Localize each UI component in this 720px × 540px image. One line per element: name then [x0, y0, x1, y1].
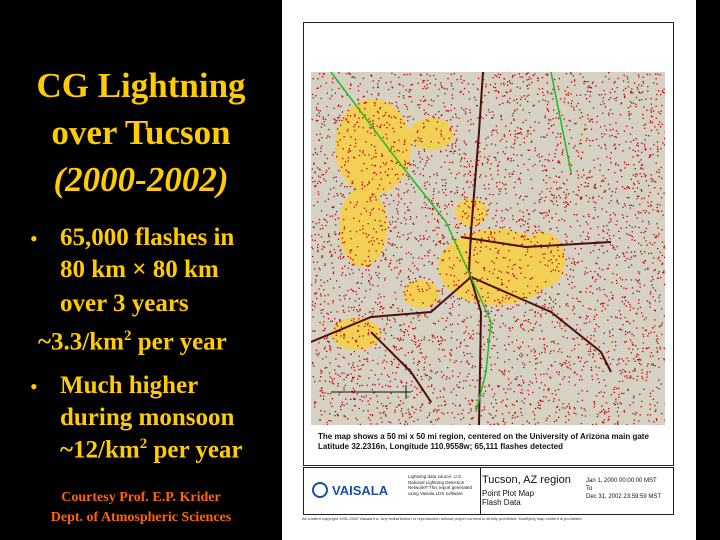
- caption-line2: Latitude 32.2316n, Longitude 110.9558w; 65,111 flashes detected: [318, 442, 563, 451]
- copyright-notice: All content copyright 1991-2002 Vaisala Inc. Any redistribution or reproduction without proper consent is strictly prohibited. Modifying map content is prohibited.: [302, 516, 583, 521]
- slide-title-years: (2000-2002): [53, 160, 229, 199]
- map-type: Point Plot Map: [482, 489, 535, 498]
- density-stat-annual: $\sim 3.3/km^2$ per year: [38, 328, 227, 356]
- vaisala-logo-icon: [312, 482, 328, 498]
- slide-title-line2: over Tucson: [51, 113, 231, 152]
- bullet1-line1: 65,000 flashes in: [60, 224, 235, 251]
- slide-text-panel: [0, 0, 282, 540]
- credit-line2: Dept. of Atmospheric Sciences: [50, 510, 232, 525]
- lightning-point-plot-map: [311, 72, 665, 425]
- slide-title-line1: CG Lightning: [36, 66, 246, 105]
- map-meta: [482, 489, 534, 507]
- bullet-dot-2: •: [30, 374, 38, 399]
- date-to-label: To: [586, 486, 593, 492]
- credit-line1: Courtesy Prof. E.P. Krider: [61, 490, 221, 505]
- footer-divider: [480, 468, 481, 514]
- region-title: Tucson, AZ region: [482, 474, 571, 486]
- bullet1-line3: over 3 years: [60, 290, 189, 317]
- vaisala-logo: VAISALA: [312, 482, 388, 498]
- urban-area: [331, 99, 565, 350]
- bullet2-line1: Much higher: [60, 372, 199, 399]
- bullet1-line2: 80 km × 80 km: [60, 256, 219, 283]
- date-from: Jan 1, 2000 00:00:00 MST: [586, 478, 657, 484]
- bullet2-line2: during monsoon: [60, 404, 235, 431]
- caption-line1: The map shows a 50 mi x 50 mi region, centered on the University of Arizona main gate: [318, 432, 649, 441]
- data-type: Flash Data: [482, 498, 521, 507]
- bullet-dot-1: •: [30, 226, 38, 251]
- data-source-note: Lightning data source: U.S. National Lightning Detection Network® This report generated using Vaisala LDS software: [408, 474, 473, 496]
- map-footer: [303, 467, 674, 515]
- map-caption: [318, 432, 668, 452]
- flash-map-canvas: [311, 72, 665, 425]
- date-to: Dec 31, 2002 23:59:59 MST: [586, 494, 662, 500]
- density-stat-monsoon: $\sim 12/km^2$ per year: [60, 436, 243, 464]
- date-range: [586, 477, 661, 501]
